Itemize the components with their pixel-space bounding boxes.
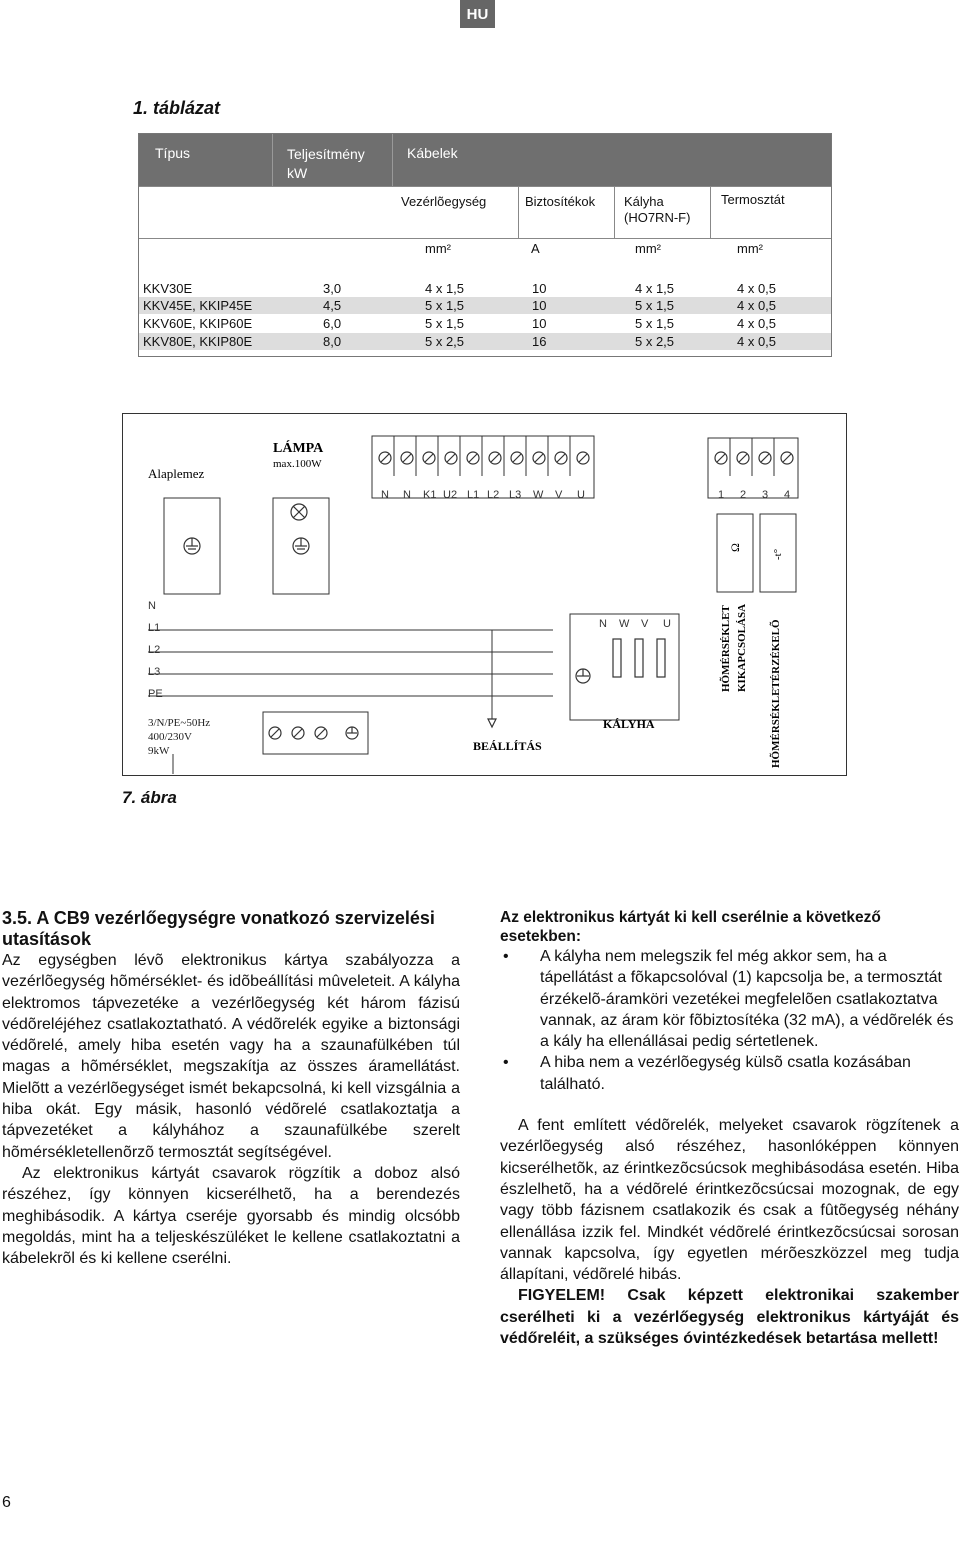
supply-line-label: PE [148, 688, 163, 700]
header-type: Típus [155, 145, 191, 161]
header-thermostat: Termosztát [721, 192, 785, 207]
header-cables: Kábelek [407, 145, 458, 161]
terminal-label: U [577, 489, 585, 501]
figure-caption: 7. ábra [122, 788, 177, 807]
header-power: Teljesítmény kW [287, 146, 365, 181]
thermo-terminal-label: 4 [784, 489, 791, 501]
heater-terminal-label: W [619, 618, 630, 630]
supply-line-label: L1 [148, 622, 161, 634]
section-paragraph: Az elektronikus kártyát csavarok rögzítik a doboz alsó részéhez, így könnyen kicserélhetõ, ha a berendezés meghibásodik. A kártya cseréje gyorsabb és mindig olcsóbb megoldás, mint ha a teljeskészüléket le kellene csatlakoztatni a kábelekrõl és ki kellene cserélni. [2, 1164, 460, 1268]
base-plate-label: Alaplemez [148, 466, 205, 481]
warning-paragraph: FIGYELEM! Csak képzett elektronikai szakember cserélheti ki a vezérlőegység elektronikus kártyáját és védőreléit, a szükséges óvintézkedések betartása mellett! [500, 1287, 959, 1348]
terminal-label: L2 [487, 489, 500, 501]
heater-label: KÁLYHA [603, 717, 655, 731]
thermo-terminal-label: 2 [740, 489, 747, 501]
supply-spec: 400/230V [148, 731, 192, 743]
unit-control: mm² [425, 241, 451, 256]
table-header-band [139, 134, 831, 186]
replace-cases-title: Az elektronikus kártyát ki kell cserélnie a következő esetekben: [500, 909, 881, 945]
header-fuses: Biztosítékok [525, 194, 596, 209]
terminal-label: L3 [509, 489, 522, 501]
page-number: 6 [2, 1494, 11, 1511]
table-row: KKV30E 3,0 4 x 1,5 10 4 x 1,5 4 x 0,5 [143, 281, 777, 296]
temp-symbol: -t° [772, 548, 784, 560]
terminal-label: V [555, 489, 563, 501]
supply-spec: 9kW [148, 745, 170, 757]
terminal-label: U2 [443, 489, 458, 501]
lamp-label: LÁMPA [273, 441, 324, 456]
heater-terminal-label: N [599, 618, 607, 630]
thermo-terminal-label: 3 [762, 489, 769, 501]
adjust-label: BEÁLLÍTÁS [473, 739, 542, 753]
supply-line-label: N [148, 600, 156, 612]
table-caption: 1. táblázat [133, 98, 221, 118]
supply-line-label: L3 [148, 666, 161, 678]
terminal-label: L1 [467, 489, 480, 501]
right-column [500, 908, 959, 1349]
wiring-diagram [122, 413, 847, 776]
supply-line-label: L2 [148, 644, 161, 656]
unit-heater: mm² [635, 241, 661, 256]
section-title: 3.5. A CB9 vezérlőegységre vonatkozó szervizelési utasítások [2, 908, 435, 949]
thermo-terminal-label: 1 [718, 489, 725, 501]
terminal-label: K1 [423, 489, 437, 501]
language-badge: HU [460, 0, 495, 28]
cable-table [138, 133, 832, 357]
unit-thermostat: mm² [737, 241, 763, 256]
unit-fuses: A [531, 241, 540, 256]
terminal-label: N [403, 489, 411, 501]
sensor-label: HÕMÉRSÉKLETÉRZÉKELÕ [770, 619, 782, 768]
omega-symbol: Ω [728, 543, 742, 552]
replace-cases-list [500, 946, 959, 1095]
relay-paragraph: A fent említett védõrelék, melyeket csavarok rögzítenek a vezérlõegység alsó részéhez, hasonlóképpen könnyen kicserélhetõk, az érintkezõcsúcsok meghibásodása esetén. Hiba észlelhetõ, ha a védõrelé érintkezõcsúcsai mozognak, de egy vagy több fázisnem csatlakozik és csak a fûtõegység néhány ellenállása izzik fel. Mindkét védõrelé érintkezõcsúcsai sorosan vannak kapcsolva, így egyetlen mérõeszközzel meg tudja állapítani, védõrelé hibás. [500, 1117, 959, 1284]
list-item: • A hiba nem a vezérlõegység külsõ csatla kozásában található. [503, 1054, 911, 1093]
header-control: Vezérlõegység [401, 194, 487, 209]
section-paragraph: Az egységben lévõ elektronikus kártya szabályozza a vezérlõegység hõmérséklet- és idõbeállítási mûveleteit. A kályha elektromos tápvezetéke a vezérlõegység két három fázisú védõreléjéhez csatlakoztatható. A védõrelék egyike a biztonsági védõrelé, amely hiba esetén vagy ha a szaunafülkében túl magas a hõmérséklet, megszakítja az összes áramellátást. Mielõtt a vezérlõegységet ismét bekapcsolná, ki kell vizsgálnia a hiba okát. Egy másik, hasonló védõrelé csatlakoztatja a tápvezetéket a kályhához a szaunafülkébe szerelt hõmérsékletellenõrzõ termosztát segítségével. [2, 952, 460, 1161]
terminal-label: N [381, 489, 389, 501]
terminal-label: W [533, 489, 544, 501]
supply-spec: 3/N/PE~50Hz [148, 717, 211, 729]
cutout-label: KIKAPCSOLÁSA [736, 603, 748, 692]
table-row: KKV60E, KKIP60E 6,0 5 x 1,5 10 5 x 1,5 4 x 0,5 [143, 316, 777, 331]
heater-terminal-label: V [641, 618, 649, 630]
header-heater: Kályha (HO7RN-F) [624, 194, 691, 225]
table-row: KKV45E, KKIP45E 4,5 5 x 1,5 10 5 x 1,5 4 x 0,5 [139, 297, 831, 314]
heater-terminal-label: U [663, 618, 671, 630]
cutout-label: HÕMÉRSÉKLET [720, 605, 732, 692]
wiring-diagram-svg [123, 414, 846, 775]
table-row: KKV80E, KKIP80E 8,0 5 x 2,5 16 5 x 2,5 4 x 0,5 [139, 333, 831, 350]
list-item: • A kályha nem melegszik fel még akkor sem, ha a tápellátást a fõkapcsolóval (1) kapcsolja be, a termosztát érzékelõ-áramköri vezetékei megfelelõen csatlakoztatva vannak, az áram kör fõbiztosítéka (32 mA), a védõrelék és a kály ha ellenállásai pedig sértetlenek. [503, 948, 954, 1051]
left-column [2, 908, 460, 1269]
lamp-max-label: max.100W [273, 458, 322, 470]
